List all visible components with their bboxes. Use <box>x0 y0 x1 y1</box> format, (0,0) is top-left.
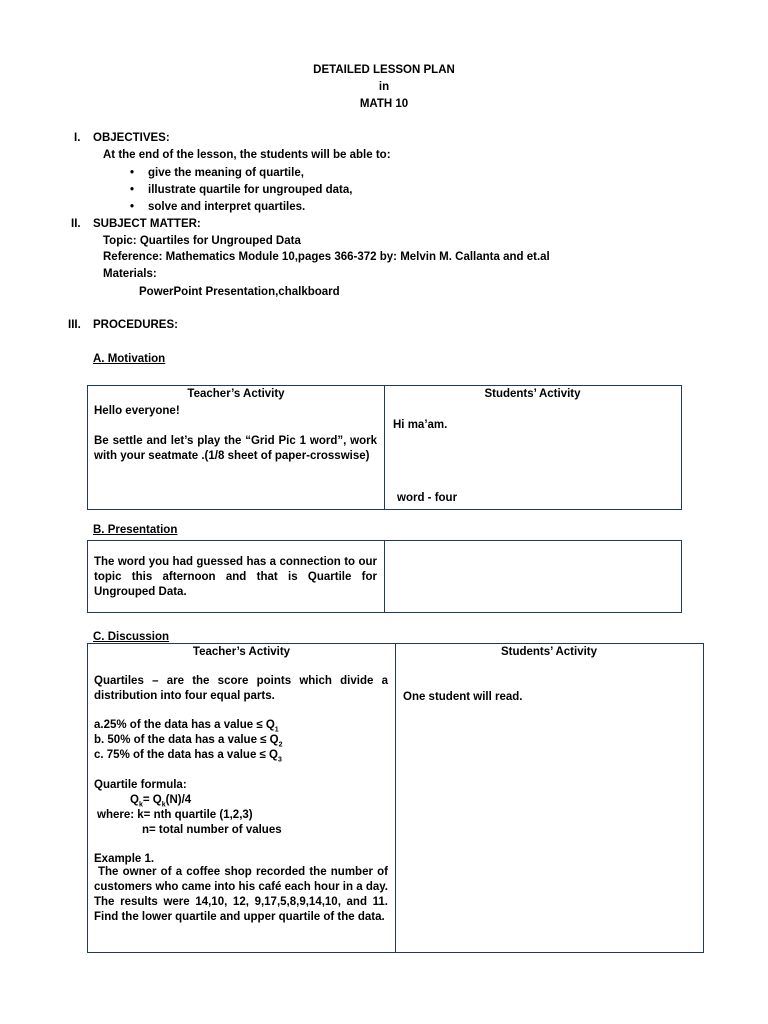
presentation-text: The word you had guessed has a connection to our topic this afternoon and that is Quartile for Ungrouped Data. <box>94 556 377 598</box>
teacher-activity-header: Teacher’s Activity <box>187 388 285 400</box>
subject-materials: PowerPoint Presentation,chalkboard <box>139 286 340 298</box>
motivation-heading: A. Motivation <box>93 353 166 365</box>
title-line-3: MATH 10 <box>359 98 409 110</box>
example-text: The owner of a coffee shop recorded the number of customers who came into his café each hour in a day. The results were 14,10, 12, 9,17,5,8,9,14,10, and 11. Find the lower quartile and upper quartile of the data. <box>94 866 388 923</box>
discussion-table <box>87 643 704 953</box>
objectives-numeral: I. <box>74 132 81 144</box>
procedures-numeral: III. <box>68 319 81 331</box>
bullet-icon: • <box>130 167 135 179</box>
bullet-icon: • <box>130 201 135 213</box>
presentation-table <box>87 540 682 613</box>
procedures-heading: PROCEDURES: <box>93 319 178 331</box>
formula-where-k: where: k= nth quartile (1,2,3) <box>97 809 253 821</box>
subject-numeral: II. <box>71 218 81 230</box>
presentation-heading: B. Presentation <box>93 524 178 536</box>
teacher-activity-header: Teacher’s Activity <box>192 646 291 658</box>
discussion-heading: C. Discussion <box>93 631 170 643</box>
bullet-icon: • <box>130 184 135 196</box>
quartile-item-a: a.25% of the data has a value ≤ $Q_1$ <box>94 719 279 734</box>
objective-item-text: give the meaning of quartile, <box>148 167 304 179</box>
formula-label: Quartile formula: <box>94 779 187 791</box>
teacher-greeting: Hello everyone! <box>94 405 180 417</box>
subject-heading: SUBJECT MATTER: <box>93 218 201 230</box>
title-line-2: in <box>378 81 390 93</box>
quartile-item-c: c. 75% of the data has a value ≤ $Q_3$ <box>94 749 282 764</box>
objective-item <box>130 199 306 215</box>
objective-item-text: solve and interpret quartiles. <box>148 201 306 213</box>
students-activity-header: Students’ Activity <box>500 646 598 658</box>
title-line-1: DETAILED LESSON PLAN <box>313 64 455 76</box>
students-activity-header: Students’ Activity <box>484 388 581 400</box>
formula-where-n: n= total number of values <box>142 824 282 836</box>
student-answer: word - four <box>397 492 458 504</box>
objectives-intro: At the end of the lesson, the students will be able to: <box>103 149 391 161</box>
quartile-formula: $Q_k= Q_k(N)/4$ <box>130 794 192 809</box>
quartile-item-b: b. 50% of the data has a value ≤ $Q_2$ <box>94 734 283 749</box>
objective-item <box>130 182 353 198</box>
student-response: One student will read. <box>403 691 523 703</box>
quartile-definition: Quartiles – are the score points which divide a distribution into four equal parts. <box>94 675 388 702</box>
objective-item-text: illustrate quartile for ungrouped data, <box>148 184 353 196</box>
student-response: Hi ma’am. <box>393 419 448 431</box>
example-label: Example 1. <box>94 853 155 865</box>
subject-topic: Topic: Quartiles for Ungrouped Data <box>103 235 301 247</box>
teacher-instruction: Be settle and let’s play the “Grid Pic 1 word”, work with your seatmate .(1/8 sheet of paper-crosswise) <box>94 435 377 462</box>
objective-item <box>130 165 304 181</box>
subject-reference: Reference: Mathematics Module 10,pages 366-372 by: Melvin M. Callanta and et.al <box>103 251 550 263</box>
subject-materials-label: Materials: <box>103 268 157 280</box>
motivation-table <box>87 385 682 510</box>
objectives-heading: OBJECTIVES: <box>93 132 170 144</box>
